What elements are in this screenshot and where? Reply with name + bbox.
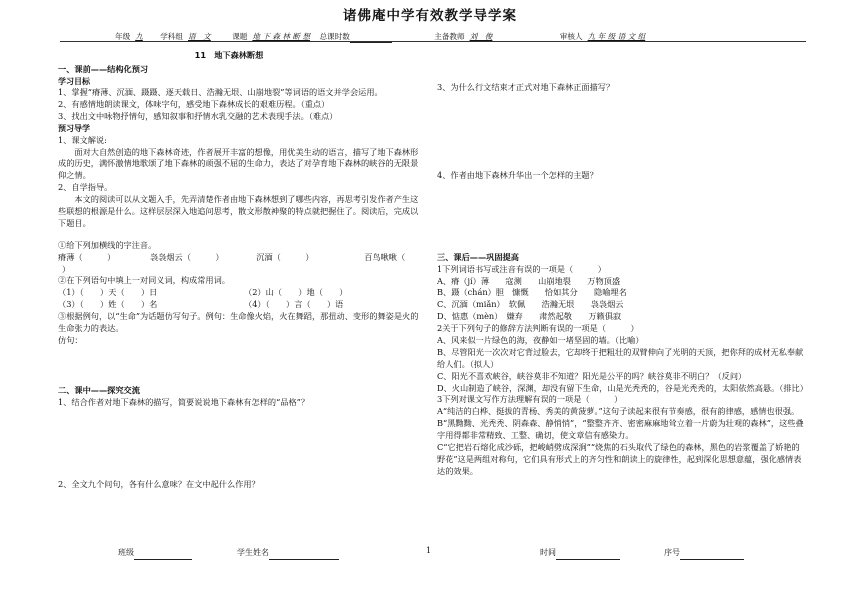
class-label: 班级 [118,548,134,557]
pinyin-item: 袅袅烟云（ ） [149,251,224,262]
imitation-answer: 仿句： [58,334,83,345]
pinyin-item: 百鸟啾啾（ [364,251,406,262]
pinyin-item: 沉湎（ ） [256,251,314,262]
student-name-blank [269,547,339,560]
reviewer-value: 九 年 级 语 文 组 [587,32,646,41]
goal-3: 3、找出文中咏物抒情句，感知叙事和抒情水乳交融的艺术表现手法。（难点） [58,111,338,122]
inquiry-question-1: 1、结合作者对地下森林的描写，简要说说地下森林有怎样的“品格”？ [58,396,310,407]
sequence-blank [680,547,744,560]
exercise-1-option-a: A、瘠（jí）薄 寇测 山崩地裂 万物顶盛 [437,275,621,286]
text-explanation: 面对大自然创造的地下森林奇迹，作者展开丰富的想像，用优美生动的语言，描写了地下森林形成的历史，满怀激情地歌颂了地下森林的顽强不屈的生命力，表达了对孕育地下森林的峡谷的无限景仰之情。 [58,146,419,181]
time-blank [556,547,620,560]
exercise-3-option-b: B“黑黝黝、光秃秃、阴森森、静悄悄”，“整整齐齐、密密麻麻地耸立着一片蔚为壮观的森林”，这些叠字用得都非常精致、工整、确切，使文章信有感染力。 [437,418,804,441]
left-column [58,50,420,490]
guide-1: 1、课文解说: [58,134,107,145]
exercise-2-option-b: B、尽管阳光一次次对它背过脸去，它却终于把粗壮的双臂伸向了光明的天顶，把你拜的成材无私奉献给人们。（拟人） [437,346,804,369]
synonym-item: （2）山（ ）地（ ） [244,287,348,298]
exercise-1: 1下列词语书写或注音有误的一项是（ ） [437,263,606,274]
exercise-2: 2关于下列句子的修辞方法判断有误的一项是（ ） [437,323,639,334]
exercise-1-option-d: D、惦惠（mèn） 嫌弃 肃然起敬 万籁俱寂 [437,311,622,322]
study-guide: 本文的阅读可以从文题入手，先弄清楚作者由地下森林想到了哪些内容，再思考引发作者产生这些联想的根源是什么。这样层层深入地追问思考，散文形散神聚的特点就把握住了。阅读后，完成以下题目。 [58,194,419,228]
goal-1: 1、掌握“瘠薄、沉湎、蹑蹑、逐天载日、浩瀚无垠、山崩地裂”等词语的语文并学会运用。 [58,87,383,98]
inquiry-question-3: 3、为什么行文结束才正式对地下森林正面描写？ [437,82,615,92]
pinyin-item: 瘠薄（ ） [58,251,116,262]
topic-value: 地 下 森 林 断 想 [252,32,311,41]
student-name-field [237,547,339,560]
exercise-2-option-a: A、风来似一片绿色的海，夜静如一堵坚固的墙。（比喻） [437,335,644,346]
teacher-label: 主备教师 [434,32,465,41]
subject-value: 语 文 [187,32,211,41]
exercise-1-option-c: C、沉湎（miǎn） 软佩 浩瀚无垠 袅袅烟云 [437,299,624,310]
header-divider [60,41,806,42]
synonym-item: （4）（ ）言（ ）语 [244,299,344,310]
exercise-3-option-c: C“它把岩石熔化成沙砾，把峻峭劈成深涧”“烧焦的石头取代了绿色的森林，黑色的岩浆覆盖了娇艳的野花”这是两组对称句，它们具有形式上的齐匀性和朗读上的旋律性，起到深化思想意蕴，强化感情表达的效果。 [437,442,802,476]
student-name-label: 学生姓名 [237,548,269,557]
class-field [118,547,192,560]
hours-label: 总课时数 [319,32,350,41]
pinyin-end: ） [62,263,71,274]
sequence-label: 序号 [664,548,680,557]
grade-label: 年级 [115,32,131,41]
subject-label: 学科组 [160,32,183,41]
topic-label: 课题 [232,32,248,41]
page-number: 1 [426,546,432,555]
question-2: ②在下列语句中填上一对同义词，构成常用词。 [58,275,230,286]
section-preview-title: 一、课前——结构化预习 [58,63,149,74]
guide-title: 预习导学 [58,124,90,134]
class-blank [134,547,192,560]
school-title: 诸佛庵中学有效教学导学案 [343,8,517,24]
guide-2: 2、自学指导。 [58,182,113,193]
grade-value: 九 [135,32,143,41]
time-label: 时间 [540,548,556,557]
section-inquiry-title: 二、课中——探究交流 [58,384,140,395]
teacher-value: 刘 俊 [469,32,493,41]
exercise-3: 3下列对课文写作方法理解有误的一项是（ ） [437,394,623,405]
goals-title: 学习目标 [58,76,90,86]
synonym-row [58,299,420,311]
exercise-2-option-d: D、火山制造了峡谷，深渊，却没有留下生命，山是光秃秃的，谷是光秃秃的，太阳依然高悬。（排比） [437,382,808,393]
synonym-item: （3）（ ）姓（ ）名 [58,299,158,310]
exercise-1-option-b: B、蹑（chán）胆 慷慨 恰如其分 隐喻埋名 [437,287,627,298]
goal-2: 2、有感情地朗读课文，体味字句，感受地下森林成长的艰难历程。（重点） [58,99,330,110]
inquiry-question-2: 2、全文九个问句，各有什么意味？在文中起什么作用？ [58,478,260,489]
exercise-2-option-c: C、阳光不喜欢峡谷，峡谷莫非不知道？阳光是公平的吗？峡谷莫非不明白？（反问） [437,370,747,381]
synonym-item: （1）（ ）天（ ）日 [58,287,158,298]
question-3: ③根据例句，以“生命”为话题仿写句子。例句：生命像火焰，火在舞蹈，那扭动、变形的舞姿是火的生命张力的表达。 [58,311,419,333]
time-field [540,547,620,560]
exercise-3-option-a: A“纯洁的白桦、挺拔的青杨、秀美的黄菠萝。”这句子读起来很有节奏感，很有韵律感，感情也很强。 [437,406,800,417]
pinyin-row [58,252,420,264]
synonym-row [58,287,420,299]
lesson-heading: 11 地下森林断想 [194,50,264,60]
question-1: ①给下列加横线的字注音。 [58,239,157,250]
inquiry-question-4: 4、作者由地下森林升华出一个怎样的主题？ [437,169,598,180]
section-consolidation-title: 三、课后——巩固提高 [437,251,519,262]
right-column [437,50,807,478]
reviewer-label: 审核人 [559,32,583,41]
sequence-field [664,547,744,560]
